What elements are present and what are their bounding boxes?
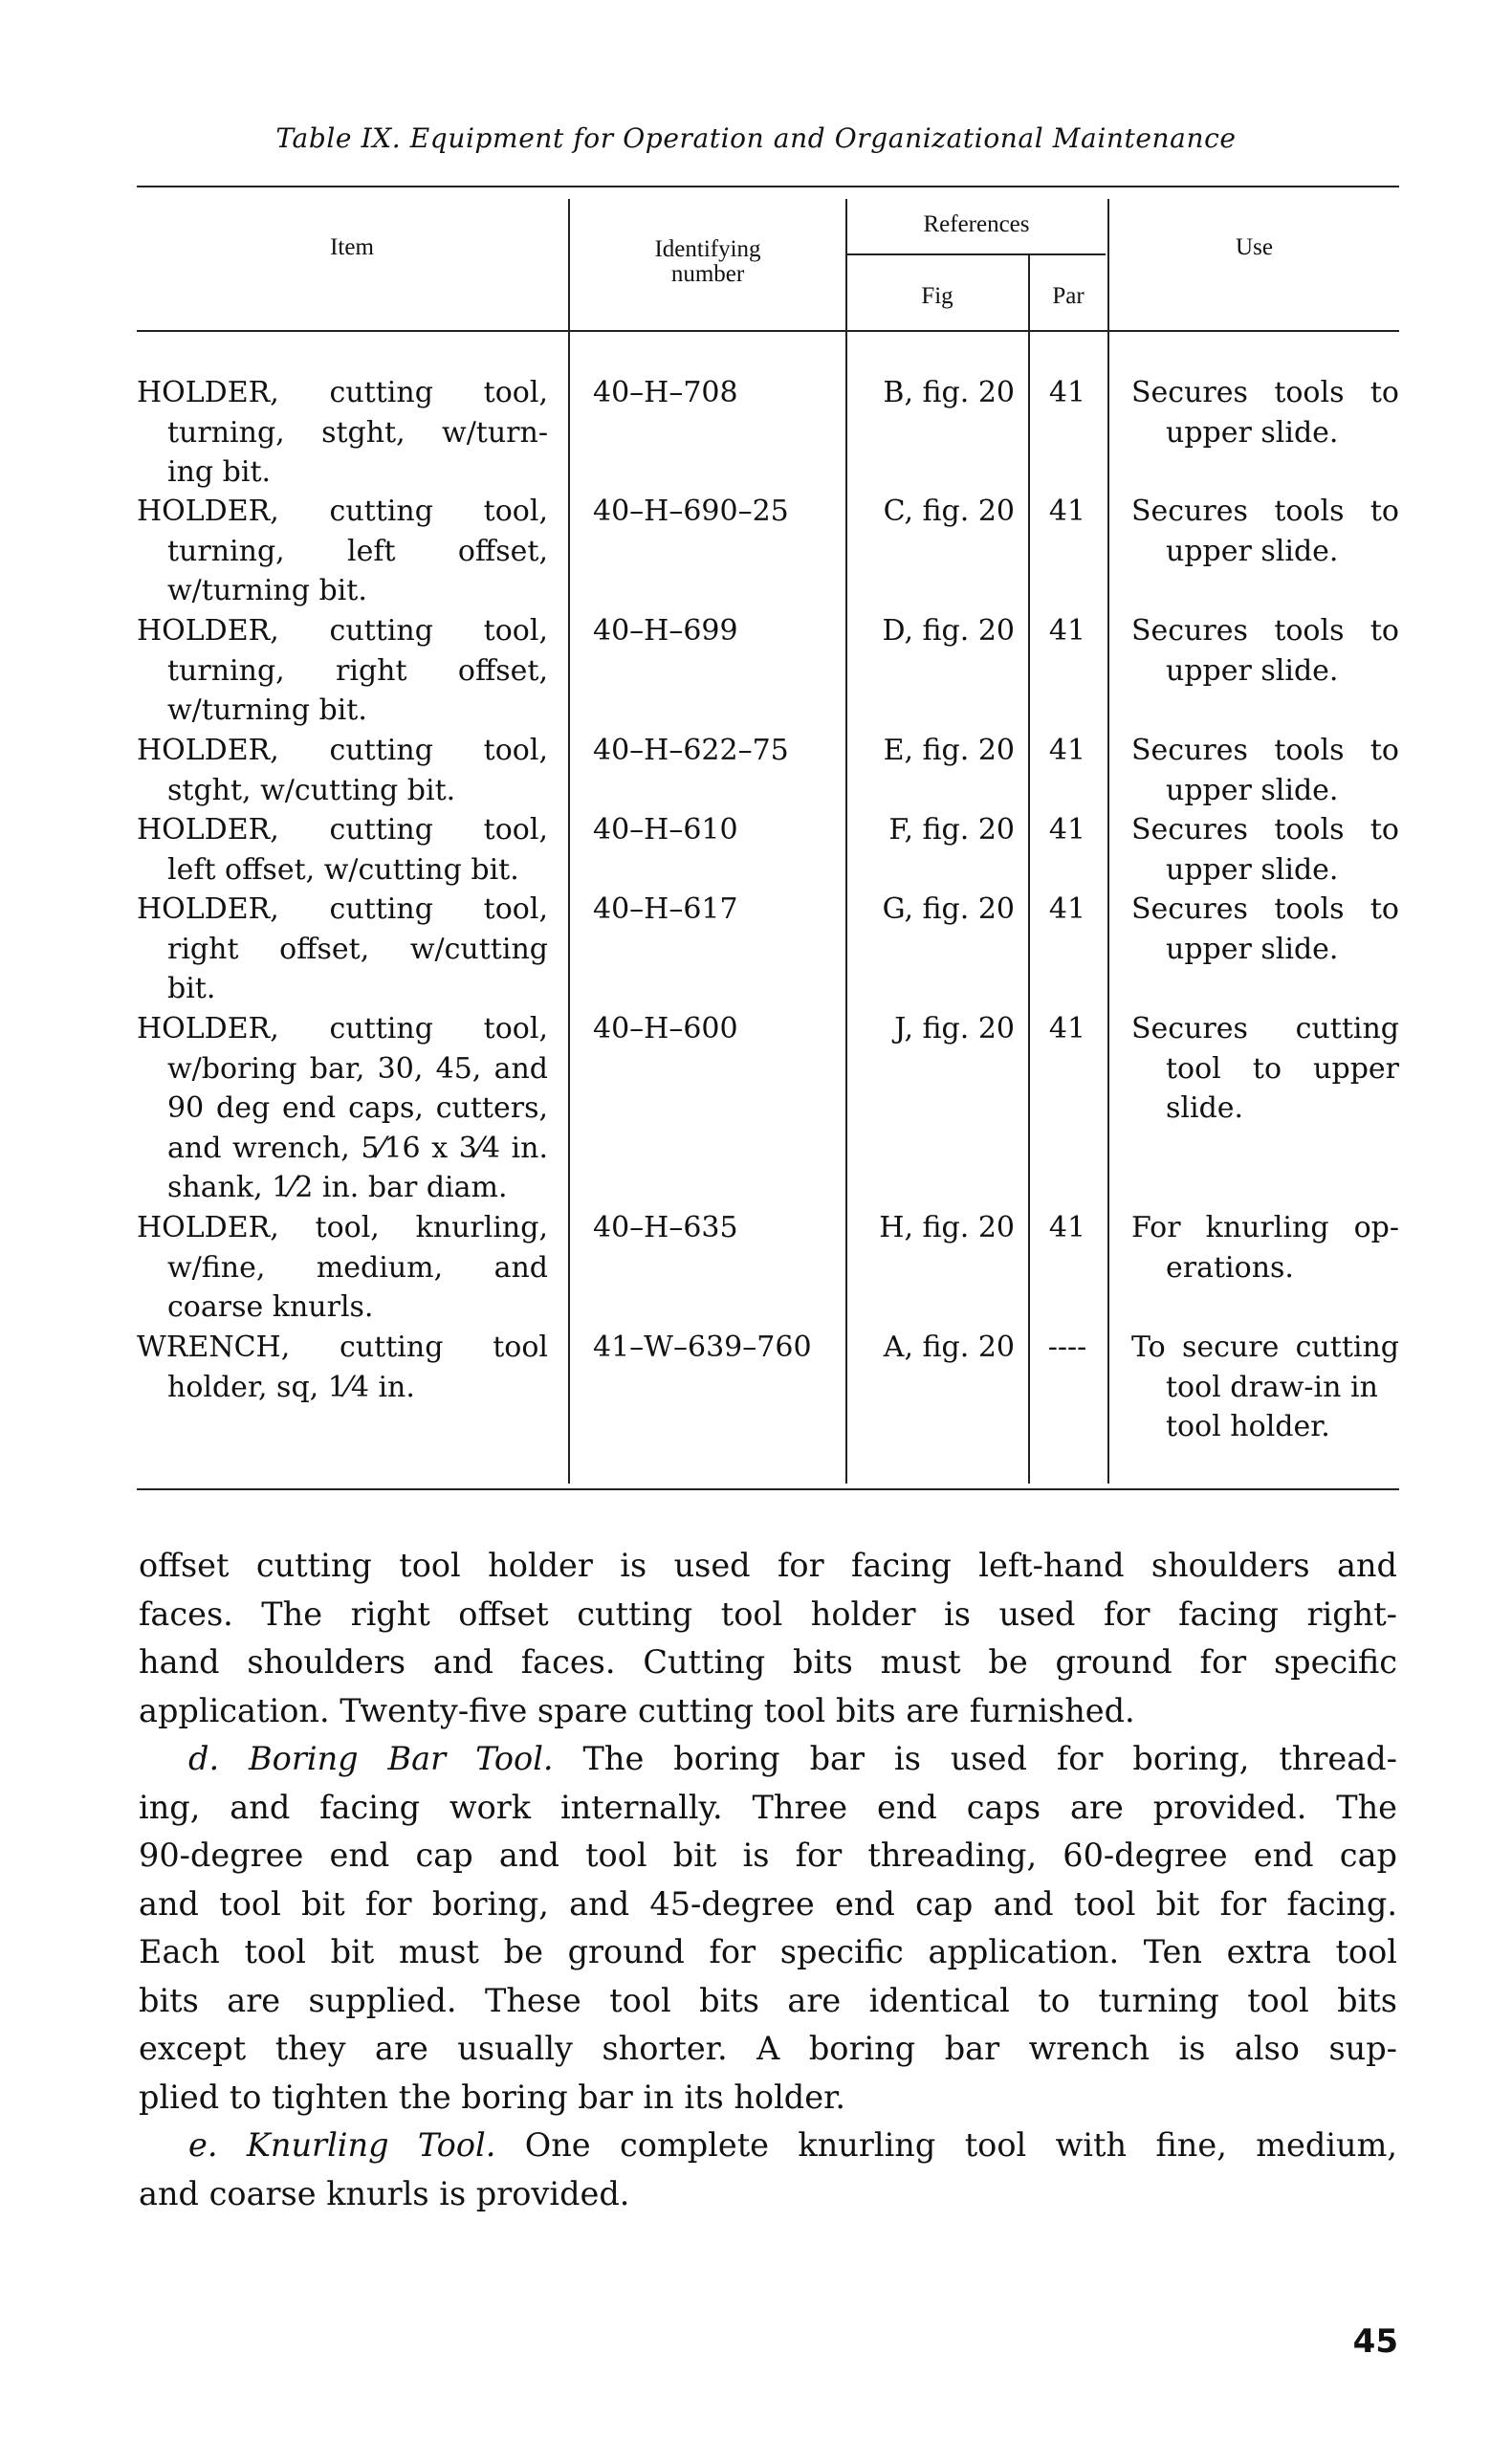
item-line: bit.: [167, 972, 216, 1005]
body-line: plied to tighten the boring bar in its holder.: [139, 2078, 846, 2116]
par-reference: ----: [1047, 1331, 1087, 1364]
table-row-item: [137, 492, 548, 611]
item-line: coarse knurls.: [167, 1290, 374, 1324]
item-line: HOLDER, cutting tool,: [137, 892, 548, 926]
paragraph-knurling-heading-line: [139, 2122, 1397, 2170]
boring-bar-heading: d. Boring Bar Tool.: [188, 1740, 554, 1777]
use-line: Secures tools to: [1131, 813, 1399, 847]
use-description: [1131, 611, 1399, 691]
table-row-item: [137, 1208, 548, 1328]
fig-reference: G, fig. 20: [882, 892, 1015, 926]
paragraph-boring-bar-heading-line: [139, 1735, 1397, 1784]
item-line: HOLDER, cutting tool,: [137, 614, 548, 648]
fig-reference: H, fig. 20: [879, 1211, 1015, 1244]
body-line: except they are usually shorter. A boring bar wrench is also sup-: [139, 2030, 1397, 2067]
item-line: ing bit.: [167, 455, 272, 489]
par-reference: 41: [1048, 614, 1086, 648]
header-references: References: [923, 211, 1030, 237]
body-line: application. Twenty-five spare cutting tool bits are furnished.: [139, 1691, 1135, 1729]
table-bottom-rule: [137, 1488, 1399, 1490]
use-line: Secures tools to: [1131, 614, 1399, 648]
use-line: tool to upper: [1166, 1051, 1399, 1086]
use-description: [1131, 492, 1399, 571]
fig-reference: A, fig. 20: [883, 1331, 1015, 1364]
body-line: faces. The right offset cutting tool holder is used for facing right-: [139, 1595, 1397, 1633]
item-line: w/turning bit.: [167, 574, 367, 607]
use-description: [1131, 373, 1399, 452]
identifying-number: 40–H–690–25: [593, 495, 789, 528]
table-top-rule: [137, 186, 1399, 187]
item-line: right offset, w/cutting: [167, 932, 548, 966]
use-line: Secures tools to: [1131, 495, 1399, 528]
use-description: [1131, 1009, 1399, 1129]
use-line: upper slide.: [1166, 932, 1339, 966]
identifying-number: 40–H–617: [593, 892, 738, 926]
use-line: upper slide.: [1166, 415, 1339, 450]
par-reference: 41: [1048, 734, 1086, 767]
column-divider-fig: [1028, 254, 1030, 1484]
fig-reference: F, fig. 20: [888, 813, 1015, 847]
use-line: slide.: [1166, 1091, 1244, 1125]
table-row-item: [137, 373, 548, 493]
item-line: left offset, w/cutting bit.: [167, 852, 519, 887]
item-line: turning, right offset,: [167, 653, 548, 688]
item-line: HOLDER, cutting tool,: [137, 734, 548, 767]
use-description: [1131, 1328, 1399, 1447]
table-row-item: [137, 890, 548, 1009]
use-description: [1131, 1208, 1399, 1287]
item-line: stght, w/cutting bit.: [167, 773, 456, 807]
header-identifying-number-line2: number: [670, 261, 745, 287]
body-line: and coarse knurls is provided.: [139, 2174, 630, 2212]
body-line: The boring bar is used for boring, thread-: [582, 1740, 1397, 1777]
use-line: To secure cutting: [1131, 1331, 1399, 1364]
body-line: offset cutting tool holder is used for facing left-hand shoulders and: [139, 1547, 1397, 1584]
identifying-number: 40–H–610: [593, 813, 738, 847]
header-identifying-number-line1: Identifying: [654, 236, 761, 262]
body-line: One complete knurling tool with fine, medium,: [524, 2126, 1397, 2164]
table-row-item: [137, 611, 548, 731]
fig-reference: E, fig. 20: [883, 734, 1015, 767]
body-line: bits are supplied. These tool bits are identical to turning tool bits: [139, 1981, 1397, 2019]
par-reference: 41: [1048, 1012, 1086, 1045]
header-identifying-number: [570, 237, 845, 287]
knurling-heading: e. Knurling Tool.: [188, 2126, 496, 2164]
item-line: HOLDER, cutting tool,: [137, 495, 548, 528]
use-line: upper slide.: [1166, 773, 1339, 807]
use-description: [1131, 810, 1399, 890]
item-line: w/boring bar, 30, 45, and: [167, 1051, 548, 1086]
identifying-number: 40–H–600: [593, 1012, 738, 1045]
use-line: Secures tools to: [1131, 892, 1399, 926]
par-reference: 41: [1048, 1211, 1086, 1244]
item-line: holder, sq, 1⁄4 in.: [167, 1370, 415, 1404]
identifying-number: 40–H–708: [593, 376, 738, 409]
body-line: ing, and facing work internally. Three end caps are provided. The: [139, 1788, 1397, 1826]
header-fig: Fig: [921, 283, 953, 309]
use-line: upper slide.: [1166, 852, 1339, 887]
use-line: Secures cutting: [1131, 1012, 1399, 1045]
item-line: shank, 1⁄2 in. bar diam.: [167, 1171, 508, 1204]
use-line: For knurling op-: [1131, 1211, 1399, 1244]
fig-reference: B, fig. 20: [883, 376, 1015, 409]
use-line: Secures tools to: [1131, 376, 1399, 409]
use-line: erations.: [1166, 1250, 1294, 1285]
table-row-item: [137, 810, 548, 890]
fig-reference: J, fig. 20: [894, 1012, 1015, 1045]
par-reference: 41: [1048, 376, 1086, 409]
item-line: 90 deg end caps, cutters,: [167, 1091, 548, 1125]
body-line: and tool bit for boring, and 45-degree end cap and tool bit for facing.: [139, 1884, 1397, 1923]
header-par: Par: [1052, 283, 1085, 309]
use-line: tool draw-in in: [1166, 1370, 1378, 1404]
use-line: upper slide.: [1166, 653, 1339, 688]
item-line: and wrench, 5⁄16 x 3⁄4 in.: [167, 1131, 548, 1165]
use-line: tool holder.: [1166, 1410, 1330, 1443]
table-row-item: [137, 1009, 548, 1208]
table-caption: Table IX. Equipment for Operation and Organizational Maintenance: [275, 122, 1237, 154]
use-description: [1131, 731, 1399, 810]
item-line: HOLDER, cutting tool,: [137, 376, 548, 409]
item-line: WRENCH, cutting tool: [137, 1331, 548, 1364]
body-line: hand shoulders and faces. Cutting bits must be ground for specific: [139, 1643, 1397, 1681]
use-description: [1131, 890, 1399, 969]
item-line: turning, left offset,: [167, 534, 548, 568]
page-number: 45: [1352, 2322, 1398, 2361]
header-item: Item: [330, 234, 374, 260]
header-bottom-rule: [137, 330, 1399, 332]
table-row-item: [137, 1328, 548, 1407]
use-line: upper slide.: [1166, 534, 1339, 568]
body-line: Each tool bit must be ground for specific application. Ten extra tool: [139, 1933, 1397, 1970]
item-line: HOLDER, cutting tool,: [137, 813, 548, 847]
identifying-number: 40–H–699: [593, 614, 738, 648]
body-line: 90-degree end cap and tool bit is for threading, 60-degree end cap: [139, 1837, 1397, 1874]
identifying-number: 40–H–635: [593, 1211, 738, 1244]
body-text: [139, 1542, 1397, 2218]
table-row-item: [137, 731, 548, 810]
fig-reference: D, fig. 20: [882, 614, 1015, 648]
column-divider-par: [1107, 199, 1109, 1484]
references-rule: [847, 253, 1106, 255]
column-divider-item: [568, 199, 570, 1484]
use-line: Secures tools to: [1131, 734, 1399, 767]
item-line: HOLDER, cutting tool,: [137, 1012, 548, 1045]
item-line: w/turning bit.: [167, 693, 367, 727]
par-reference: 41: [1048, 813, 1086, 847]
header-use: Use: [1236, 234, 1273, 260]
identifying-number: 40–H–622–75: [593, 734, 789, 767]
fig-reference: C, fig. 20: [883, 495, 1015, 528]
par-reference: 41: [1048, 495, 1086, 528]
par-reference: 41: [1048, 892, 1086, 926]
identifying-number: 41–W–639–760: [593, 1331, 812, 1364]
item-line: turning, stght, w/turn-: [167, 415, 548, 450]
item-line: HOLDER, tool, knurling,: [137, 1211, 548, 1244]
item-line: w/fine, medium, and: [167, 1250, 548, 1285]
